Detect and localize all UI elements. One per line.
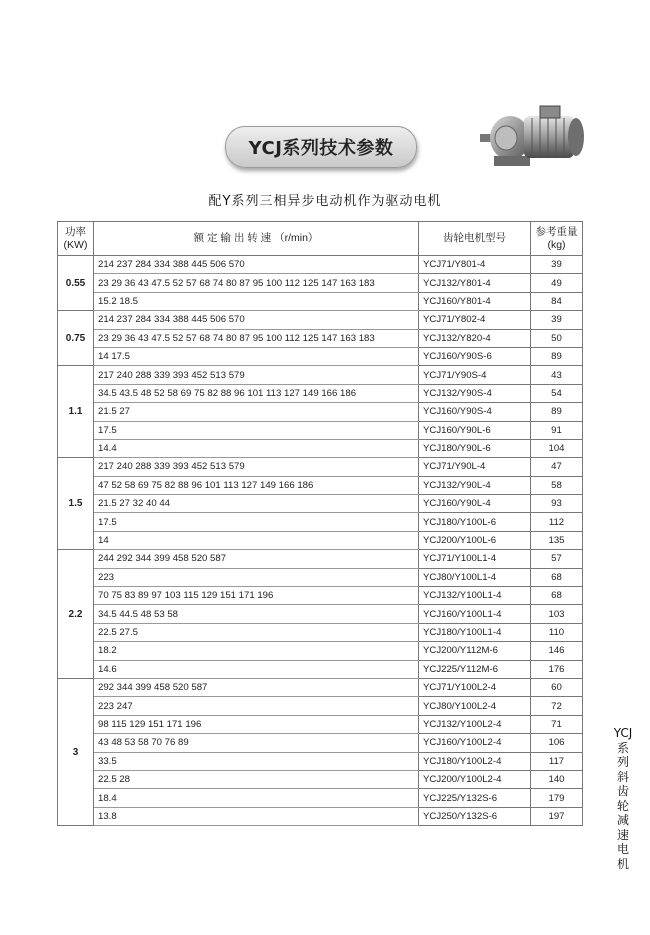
speed-cell: 21.5 27 32 40 44 [94, 495, 419, 513]
model-cell: YCJ160/Y100L2-4 [419, 734, 531, 752]
speed-cell: 33.5 [94, 752, 419, 770]
table-row [58, 734, 583, 752]
table-row [58, 292, 583, 310]
table-row [58, 550, 583, 568]
table-row [58, 347, 583, 365]
table-row [58, 678, 583, 696]
table-row [58, 421, 583, 439]
power-cell: 1.5 [58, 458, 94, 550]
model-cell: YCJ132/Y100L1-4 [419, 587, 531, 605]
side-series-label [608, 726, 638, 871]
side-label-char: 系 [616, 740, 629, 755]
speed-cell: 18.4 [94, 789, 419, 807]
weight-cell: 68 [531, 587, 583, 605]
weight-cell: 39 [531, 311, 583, 329]
speed-cell: 223 247 [94, 697, 419, 715]
model-cell: YCJ71/Y100L2-4 [419, 678, 531, 696]
model-cell: YCJ71/Y801-4 [419, 256, 531, 274]
weight-cell: 91 [531, 421, 583, 439]
weight-cell: 179 [531, 789, 583, 807]
weight-cell: 84 [531, 292, 583, 310]
table-subtitle: 配Y系列三相异步电动机作为驱动电机 [208, 194, 442, 209]
header-model: 齿轮电机型号 [419, 222, 531, 256]
speed-cell: 214 237 284 334 388 445 506 570 [94, 311, 419, 329]
model-cell: YCJ225/Y132S-6 [419, 789, 531, 807]
header-weight: 参考重量 (kg) [531, 222, 583, 256]
model-cell: YCJ132/Y100L2-4 [419, 715, 531, 733]
weight-cell: 72 [531, 697, 583, 715]
table-row [58, 366, 583, 384]
model-cell: YCJ132/Y90S-4 [419, 384, 531, 402]
table-row [58, 274, 583, 292]
side-label-prefix: YCJ [613, 726, 633, 740]
weight-cell: 68 [531, 568, 583, 586]
speed-cell: 217 240 288 339 393 452 513 579 [94, 458, 419, 476]
speed-cell: 70 75 83 89 97 103 115 129 151 171 196 [94, 587, 419, 605]
model-cell: YCJ132/Y801-4 [419, 274, 531, 292]
page-title: YCJ系列技术参数 [225, 126, 417, 168]
table-row [58, 697, 583, 715]
model-cell: YCJ80/Y100L1-4 [419, 568, 531, 586]
table-header-row [58, 222, 583, 256]
speed-cell: 244 292 344 399 458 520 587 [94, 550, 419, 568]
gear-motor-image [470, 98, 595, 178]
model-cell: YCJ132/Y820-4 [419, 329, 531, 347]
model-cell: YCJ160/Y100L1-4 [419, 605, 531, 623]
model-cell: YCJ200/Y112M-6 [419, 642, 531, 660]
speed-cell: 23 29 36 43 47.5 52 57 68 74 80 87 95 100 112 125 147 163 183 [94, 329, 419, 347]
weight-cell: 103 [531, 605, 583, 623]
model-cell: YCJ180/Y100L2-4 [419, 752, 531, 770]
table-row [58, 476, 583, 494]
table-row [58, 495, 583, 513]
weight-cell: 89 [531, 347, 583, 365]
model-cell: YCJ80/Y100L2-4 [419, 697, 531, 715]
table-row [58, 531, 583, 549]
table-row [58, 752, 583, 770]
table-row [58, 789, 583, 807]
table-row [58, 403, 583, 421]
model-cell: YCJ71/Y90L-4 [419, 458, 531, 476]
side-label-char: 斜 [616, 769, 629, 784]
speed-cell: 34.5 43.5 48 52 58 69 75 82 88 96 101 113 127 149 166 186 [94, 384, 419, 402]
speed-cell: 34.5 44.5 48 53 58 [94, 605, 419, 623]
side-label-char: 速 [616, 827, 629, 842]
weight-cell: 49 [531, 274, 583, 292]
weight-cell: 110 [531, 623, 583, 641]
weight-cell: 39 [531, 256, 583, 274]
side-label-char: 列 [616, 755, 629, 769]
model-cell: YCJ250/Y132S-6 [419, 807, 531, 825]
spec-table [57, 221, 583, 826]
speed-cell: 22.5 27.5 [94, 623, 419, 641]
speed-cell: 292 344 399 458 520 587 [94, 678, 419, 696]
header-power: 功率 (KW) [58, 222, 94, 256]
table-row [58, 256, 583, 274]
weight-cell: 43 [531, 366, 583, 384]
table-row [58, 807, 583, 825]
power-cell: 0.55 [58, 256, 94, 311]
speed-cell: 14 17.5 [94, 347, 419, 365]
speed-cell: 14.4 [94, 439, 419, 457]
model-cell: YCJ160/Y90L-6 [419, 421, 531, 439]
weight-cell: 176 [531, 660, 583, 678]
weight-cell: 47 [531, 458, 583, 476]
speed-cell: 14 [94, 531, 419, 549]
table-row [58, 660, 583, 678]
side-label-char: 减 [616, 813, 629, 827]
weight-cell: 50 [531, 329, 583, 347]
model-cell: YCJ180/Y100L-6 [419, 513, 531, 531]
weight-cell: 89 [531, 403, 583, 421]
speed-cell: 17.5 [94, 513, 419, 531]
table-row [58, 329, 583, 347]
table-row [58, 605, 583, 623]
model-cell: YCJ160/Y801-4 [419, 292, 531, 310]
table-row [58, 439, 583, 457]
weight-cell: 93 [531, 495, 583, 513]
speed-cell: 23 29 36 43 47.5 52 57 68 74 80 87 95 100 112 125 147 163 183 [94, 274, 419, 292]
model-cell: YCJ132/Y90L-4 [419, 476, 531, 494]
table-row [58, 715, 583, 733]
weight-cell: 104 [531, 439, 583, 457]
table-row [58, 587, 583, 605]
side-label-char: 齿 [616, 784, 629, 798]
speed-cell: 15.2 18.5 [94, 292, 419, 310]
table-row [58, 458, 583, 476]
model-cell: YCJ180/Y100L1-4 [419, 623, 531, 641]
side-label-char: 电 [616, 842, 629, 856]
weight-cell: 140 [531, 770, 583, 788]
weight-cell: 57 [531, 550, 583, 568]
header-speed: 额 定 输 出 转 速 （r/min） [94, 222, 419, 256]
side-label-char: 轮 [616, 798, 629, 813]
speed-cell: 214 237 284 334 388 445 506 570 [94, 256, 419, 274]
model-cell: YCJ160/Y90L-4 [419, 495, 531, 513]
weight-cell: 197 [531, 807, 583, 825]
weight-cell: 117 [531, 752, 583, 770]
table-row [58, 568, 583, 586]
table-row [58, 642, 583, 660]
power-cell: 1.1 [58, 366, 94, 458]
table-row [58, 311, 583, 329]
table-row [58, 513, 583, 531]
weight-cell: 60 [531, 678, 583, 696]
speed-cell: 21.5 27 [94, 403, 419, 421]
model-cell: YCJ200/Y100L-6 [419, 531, 531, 549]
speed-cell: 47 52 58 69 75 82 88 96 101 113 127 149 166 186 [94, 476, 419, 494]
speed-cell: 14.6 [94, 660, 419, 678]
side-label-char: 机 [616, 856, 629, 871]
weight-cell: 58 [531, 476, 583, 494]
power-cell: 3 [58, 678, 94, 825]
speed-cell: 22.5 28 [94, 770, 419, 788]
model-cell: YCJ180/Y90L-6 [419, 439, 531, 457]
power-cell: 0.75 [58, 311, 94, 366]
speed-cell: 13.8 [94, 807, 419, 825]
weight-cell: 106 [531, 734, 583, 752]
model-cell: YCJ200/Y100L2-4 [419, 770, 531, 788]
model-cell: YCJ71/Y100L1-4 [419, 550, 531, 568]
power-cell: 2.2 [58, 550, 94, 679]
speed-cell: 217 240 288 339 393 452 513 579 [94, 366, 419, 384]
model-cell: YCJ71/Y90S-4 [419, 366, 531, 384]
speed-cell: 18.2 [94, 642, 419, 660]
speed-cell: 43 48 53 58 70 76 89 [94, 734, 419, 752]
model-cell: YCJ160/Y90S-4 [419, 403, 531, 421]
table-row [58, 623, 583, 641]
table-row [58, 770, 583, 788]
speed-cell: 98 115 129 151 171 196 [94, 715, 419, 733]
weight-cell: 112 [531, 513, 583, 531]
table-row [58, 384, 583, 402]
model-cell: YCJ225/Y112M-6 [419, 660, 531, 678]
weight-cell: 54 [531, 384, 583, 402]
weight-cell: 135 [531, 531, 583, 549]
weight-cell: 71 [531, 715, 583, 733]
weight-cell: 146 [531, 642, 583, 660]
model-cell: YCJ160/Y90S-6 [419, 347, 531, 365]
speed-cell: 17.5 [94, 421, 419, 439]
model-cell: YCJ71/Y802-4 [419, 311, 531, 329]
speed-cell: 223 [94, 568, 419, 586]
